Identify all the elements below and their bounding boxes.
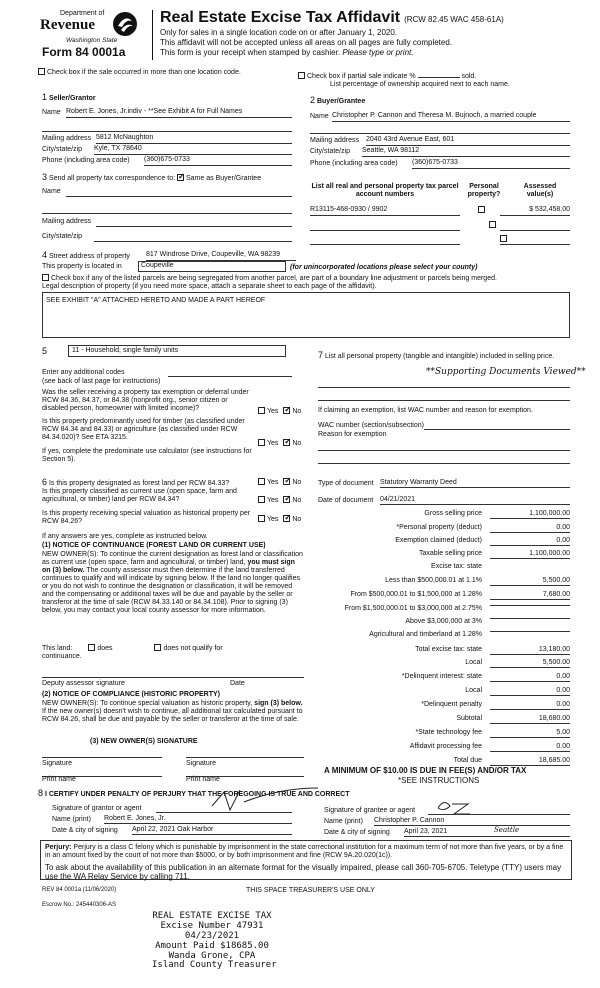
form-title: Real Estate Excise Tax Affidavit [160,9,401,26]
correspondence-label: Send all property tax correspondence to: [48,175,176,182]
same-as-buyer-checkbox[interactable] [177,174,184,181]
form-title-row [160,9,504,27]
corr-addr-field[interactable] [96,217,292,227]
located-select[interactable] [138,261,286,272]
treasurer-stamp [152,911,277,971]
assessed-1-field[interactable] [500,206,570,216]
personal-1-checkbox[interactable] [478,206,485,213]
form-number: Form 84 0001a [42,45,126,59]
buyer-addr-field[interactable] [366,136,570,146]
notice1-body [42,551,304,615]
notice2-title: (2) NOTICE OF COMPLIANCE (HISTORIC PROPERTY) [42,691,220,698]
seller-phone-field[interactable] [144,156,292,166]
s5-q2-yes-label: Yes [267,440,279,447]
additional-codes-field[interactable] [168,368,292,377]
minimum-due-note: A MINIMUM OF $10.00 IS DUE IN FEE(S) AND/OR TAX [324,766,527,775]
dept-line2: Revenue [40,17,95,33]
personal-property-line2[interactable] [318,393,570,401]
reason-line1[interactable] [318,443,570,451]
grantor-date-field[interactable] [132,826,292,835]
notice2-body-a: NEW OWNER(S): To continue special valuation as historic property, [42,700,253,707]
tax-row-value[interactable]: 1,100,000.00 [490,510,570,519]
stamp-line: REAL ESTATE EXCISE TAX [152,911,272,921]
s6-if-yes: If any answers are yes, complete as instructed below. [42,533,208,540]
partial-sale-label: Check box if partial sale indicate % [307,73,416,80]
reason-label: Reason for exemption [318,431,387,438]
corr-name-field[interactable] [66,187,292,197]
grantee-date-field[interactable] [404,828,570,837]
section-7-number: 7 [318,350,324,360]
parcel-3-field[interactable] [310,235,460,245]
grantor-name-field[interactable] [104,815,292,824]
legal-description-value: SEE EXHIBIT "A" ATTACHED HERETO AND MADE A PART HEREOF [46,297,266,304]
owner1-signature-label: Signature [42,760,72,767]
see-instructions-note: *SEE INSTRUCTIONS [398,776,480,785]
seller-name-extra-line[interactable] [42,124,292,132]
grantee-sig-label: Signature of grantee or agent [324,807,416,814]
buyer-name-extra-line[interactable] [310,126,570,134]
parcel-2-field[interactable] [310,221,460,231]
notice2-bold: sign (3) below. [254,700,303,707]
seller-phone-label: Phone (including area code) [42,157,130,164]
notice1-bold: you must sign on (3) below. [42,559,295,575]
sold-label: sold. [461,73,477,80]
s5-q2-answers [258,439,301,448]
grantor-date-label: Date & city of signing [52,827,118,834]
street-field[interactable] [146,251,296,261]
buyer-addr-label: Mailing address [310,137,360,144]
tax-row-value[interactable] [490,605,570,606]
located-value: Coupeville [141,262,174,269]
section-1-number: 1 [42,92,48,102]
notice1-body-b: The county assessor must then determine if the land transferred continues to qualify and will indicate by signing below. If the land no longer qualifies or you do not wish to continue the designation or classification, it will be removed and the compensating or additional taxes will be due and payable by the seller or transferor at the time of sale (RCW 84.33.140 or 84.34.108). Prior to signing (3) below, you may contact your local county assessor for more information. [42,567,300,615]
s5-q1-answers [258,407,301,416]
stamp-line: Amount Paid $18685.00 [155,940,269,951]
grantor-date-value: April 22, 2021 Oak Harbor [132,826,214,833]
buyer-addr-value: 2040 43rd Avenue East, 601 [366,136,455,143]
use-code-value: 11 - Household, single family units [72,347,179,354]
doc-date-field[interactable] [380,496,570,505]
stamp-line: Island County Treasurer [152,960,277,971]
s6-q1-answers [258,478,301,487]
dept-line3: Washington State [66,37,118,44]
tax-row-value[interactable]: 0.00 [490,743,570,752]
list-pct-label: List percentage of ownership acquired next to each name. [330,81,510,88]
reason-line2[interactable] [318,456,570,464]
personal-property-line1[interactable] [318,380,570,388]
s6-q2: Is this property classified as current use (open space, farm and agricultural, or timber) land per RCW 84.34? [42,488,237,504]
deputy-signature-label: Deputy assessor signature [42,680,125,687]
assessed-1-value: $ 532,458.00 [529,206,570,213]
seller-heading-row [42,92,96,103]
deputy-signature-line[interactable] [42,669,304,678]
segregated-checkbox[interactable] [42,274,49,281]
supporting-docs-note: **Supporting Documents Viewed** [426,367,586,377]
header-note3-row [160,48,413,57]
this-land-label: This land: [42,645,73,652]
s5-q1-yes-checkbox[interactable] [258,407,265,414]
s5-q2-no-label: No [292,440,302,447]
doc-type-field[interactable] [380,479,570,488]
section-6-number: 6 [42,477,48,487]
does-not-label: does not qualify for [163,645,223,652]
correspondence-row [42,172,261,183]
street-row [42,250,130,261]
street-value: 817 Windrose Drive, Coupeville, WA 98239 [146,251,280,258]
does-checkbox[interactable] [88,644,95,651]
tax-row-value[interactable]: 5,500.00 [490,659,570,668]
owner2-signature-label: Signature [186,760,216,767]
buyer-heading: Buyer/Grantee [316,98,366,105]
corr-name-label: Name [42,188,61,195]
grantee-name-value: Christopher P. Cannon [374,817,445,824]
header-note3: This form is your receipt when stamped by cashier. [160,48,341,57]
tax-row-label: Excise tax: state [431,563,482,570]
grantee-sig-line[interactable] [428,806,570,815]
tax-row-label: From $1,500,000.01 to $3,000,000 at 2.75% [344,605,482,612]
multi-location-label: Check box if the sale occurred in more than one location code. [47,69,241,76]
exemption-label: If claiming an exemption, list WAC number and reason for exemption. [318,407,533,414]
header-note2: This affidavit will not be accepted unless all areas on all pages are fully completed. [160,38,453,47]
assessed-2-field[interactable] [500,221,570,231]
wac-label: WAC number (section/subsection) [318,422,424,429]
notice1-title: (1) NOTICE OF CONTINUANCE (FOREST LAND OR CURRENT USE) [42,542,266,549]
notice1-body-a: NEW OWNER(S): To continue the current designation as forest land or classification as current use (open space, farm and agricultural, or timber) land, [42,551,303,567]
s5-q2-note: If yes, complete the predominate use calculator (see instructions for Section 5). [42,448,252,464]
seller-name-label: Name [42,109,61,116]
tax-row-value[interactable]: 0.00 [490,701,570,710]
parcel-col-header: List all real and personal property tax parcel account numbers [311,183,459,199]
s6-q2-yes-checkbox[interactable] [258,496,265,503]
s6-q1-row [42,477,229,488]
does-label: does [97,645,113,652]
see-back-label: (see back of last page for instructions) [42,378,161,385]
stamp-line: Excise Number 47931 [160,920,264,931]
grantor-name-value: Robert E. Jones, Jr. [104,815,166,822]
tax-row-label: Local [465,659,482,666]
notice2-body-b: If the new owner(s) doesn't wish to continue, all additional tax calculated pursuant to RCW 84.26, shall be due and payable by the seller or transferor at the time of sale. [42,708,303,724]
tax-row-value[interactable]: 7,680.00 [490,591,570,600]
tax-row-label: *Delinquent penalty [421,701,482,708]
seller-name-field[interactable] [66,108,292,118]
tax-row-label: Affidavit processing fee [409,743,482,750]
buyer-name-value: Christopher P. Cannon and Theresa M. Bujnoch, a married couple [332,112,537,119]
this-land-row [42,644,223,653]
header-note3b: Please type or print. [342,48,414,57]
grantee-city-value: Seattle [494,826,520,834]
seller-addr-value: 5812 McNaughton [96,134,154,141]
s6-q2-answers [258,496,301,505]
personal-2-checkbox[interactable] [489,221,496,228]
unincorporated-note: (for unincorporated locations please select your county) [290,264,478,271]
grantee-name-field[interactable] [374,817,570,826]
seller-city-value: Kyle, TX 78640 [94,145,142,152]
corr-city-label: City/state/zip [42,233,83,240]
doc-type-label: Type of document [318,480,374,487]
grantor-sig-label: Signature of grantor or agent [52,805,142,812]
s5-q1-no-checkbox[interactable] [283,407,290,414]
tax-row-label: From $500,000.01 to $1,500,000 at 1.28% [350,591,482,598]
tax-row-label: Gross selling price [424,510,482,517]
doc-date-value: 04/21/2021 [380,496,416,503]
tax-row-value[interactable] [490,618,570,619]
tax-row-value[interactable]: 0.00 [490,537,570,546]
s5-q2: Is this property predominantly used for timber (as classified under RCW 84.34 and 84.33) or agriculture (as classified under RCW 84.34.020)? See ETA 3215. [42,418,245,442]
tax-row-value[interactable]: 1,100,000.00 [490,550,570,559]
s6-q2-no-label: No [292,497,302,504]
tax-row-label: Total excise tax: state [415,646,482,653]
dept-line1: Department of [60,10,105,17]
grantor-sig-line[interactable] [156,804,292,813]
s6-q1-yes-label: Yes [267,479,279,486]
use-code-select[interactable] [68,345,286,357]
doc-type-value: Statutory Warranty Deed [380,479,457,486]
owner1-signature-line[interactable] [42,749,162,758]
stamp-line: 04/23/2021 [184,930,240,941]
s5-q1-no-label: No [292,408,302,415]
grantee-date-value: April 23, 2021 [404,828,448,835]
legal-description-box[interactable] [42,292,570,338]
segregated-row [42,274,497,283]
s6-q1-no-checkbox[interactable] [283,478,290,485]
buyer-phone-field[interactable] [412,159,570,169]
s5-q1-yes-label: Yes [267,408,279,415]
parcel-1-value: R13115-468-0930 / 9902 [310,206,388,213]
parcel-1-field[interactable] [310,206,460,216]
wac-field[interactable] [424,421,570,430]
tax-row-label: Exemption claimed (deduct) [395,537,482,544]
seller-addr-label: Mailing address [42,135,92,142]
escrow-label: Escrow No.: 245440306-AS [42,902,117,908]
tax-row-label: Local [465,687,482,694]
segregated-label: Check box if any of the listed parcels are being segregated from another parcel, are part of a boundary line adjustment or parcels being merged. [51,275,497,282]
grantee-name-label: Name (print) [324,818,363,825]
s6-q1-no-label: No [292,479,302,486]
tax-row-value[interactable]: 0.00 [490,524,570,533]
owner2-printname-label: Print name [186,776,220,783]
section-7-row [318,350,574,361]
seller-city-field[interactable] [94,145,292,155]
buyer-city-label: City/state/zip [310,148,351,155]
s6-q3-yes-label: Yes [267,516,279,523]
stamp-line: Wanda Grone, CPA [168,950,256,961]
buyer-name-label: Name [310,113,329,120]
buyer-phone-value: (360)675-0733 [412,159,458,166]
s6-q1: Is this property designated as forest land per RCW 84.33? [48,480,230,487]
section-4-number: 4 [42,250,48,260]
grantor-name-label: Name (print) [52,816,91,823]
same-as-buyer-label: Same as Buyer/Grantee [186,175,262,182]
tax-row-label: Subtotal [456,715,482,722]
personal-col-header: Personal property? [467,183,501,199]
multi-location-checkbox[interactable] [38,68,45,75]
section-5-number: 5 [42,346,48,356]
seller-heading: Seller/Grantor [48,95,96,102]
tax-row-value[interactable]: 0.00 [490,687,570,696]
new-owner-signature-heading: (3) NEW OWNER(S) SIGNATURE [90,738,198,745]
form-rcw: (RCW 82.45 WAC 458-61A) [404,15,504,24]
does-not-checkbox[interactable] [154,644,161,651]
tax-row-label: *State technology fee [415,729,482,736]
buyer-name-field[interactable] [332,112,570,122]
seller-addr-field[interactable] [96,134,292,144]
buyer-city-value: Seattle, WA 98112 [362,147,420,154]
corr-addr-label: Mailing address [42,218,92,225]
tax-row-label: Total due [453,757,482,764]
additional-codes-label: Enter any additional codes [42,369,125,376]
partial-sale-row [298,71,476,81]
tax-row-value[interactable]: 0.00 [490,673,570,682]
tax-row-label: Less than $500,000.01 at 1.1% [385,577,482,584]
street-label: Street address of property [48,253,130,260]
s5-q2-no-checkbox[interactable] [283,439,290,446]
s6-q3: Is this property receiving special valuation as historical property per RCW 84.26? [42,510,251,526]
s6-q3-yes-checkbox[interactable] [258,515,265,522]
tax-row-value[interactable]: 18,680.00 [490,715,570,724]
header-note1: Only for sales in a single location code on or after January 1, 2020. [160,28,398,37]
partial-sale-pct-field[interactable] [418,71,460,78]
tax-row-label: *Delinquent interest: state [401,673,482,680]
tax-row-value[interactable]: 5,500.00 [490,577,570,586]
tax-row-value[interactable] [490,631,570,632]
grantee-date-label: Date & city of signing [324,829,390,836]
buyer-phone-label: Phone (including area code) [310,160,398,167]
tax-row-value[interactable]: 18,685.00 [490,757,570,766]
dept-logo [40,10,150,60]
seller-name-value: Robert E. Jones, Jr.indiv - **See Exhibit A for Full Names [66,108,243,115]
s6-q1-yes-checkbox[interactable] [258,478,265,485]
buyer-heading-row [310,95,365,106]
s6-q3-no-label: No [292,516,302,523]
continuance-label: continuance. [42,653,82,660]
assessed-3-field[interactable] [500,235,570,245]
s6-q2-yes-label: Yes [267,497,279,504]
revenue-swirl-icon [112,11,138,37]
seller-phone-value: (360)675-0733 [144,156,190,163]
notice2-body [42,700,304,724]
alt-format-text: To ask about the availability of this publication in an alternate format for the visually impaired, please call 360-705-6705. Teletype (TTY) users may use the WA Relay Service by calling 711. [45,863,562,882]
buyer-city-field[interactable] [362,147,570,157]
corr-city-field[interactable] [94,232,292,242]
rev-label: REV 84 0001a (11/06/2020) [42,887,117,893]
perjury-text [45,844,567,860]
s6-q2-no-checkbox[interactable] [283,496,290,503]
tax-row-value[interactable]: 13,180.00 [490,646,570,655]
tax-row-label: Taxable selling price [418,550,482,557]
tax-row-label: *Personal property (deduct) [396,524,482,531]
seller-city-label: City/state/zip [42,146,83,153]
section-8-number: 8 [38,788,44,798]
tax-row-label: Agricultural and timberland at 1.28% [369,631,482,638]
doc-date-label: Date of document [318,497,374,504]
tax-row-value[interactable]: 5.00 [490,729,570,738]
corr-name-extra-line[interactable] [42,206,292,214]
personal-property-label: List all personal property (tangible and intangible) included in selling price. [324,353,555,360]
perjury-box [40,840,572,880]
deputy-date-label: Date [230,680,245,687]
s5-q1: Was the seller receiving a property tax exemption or deferral under RCW 84.36, 84.37, or 84.38 (nonprofit org., senior citizen or disabled person, homeowner with limited income)? [42,389,249,413]
owner1-printname-label: Print name [42,776,76,783]
s5-q2-yes-checkbox[interactable] [258,439,265,446]
perjury-body: Perjury is a class C felony which is punishable by imprisonment in the state correctional institution for a maximum term of not more than five years, or by a fine in an amount fixed by the court of not more than $5000, or by both imprisonment and fine (RCW 9A.20.020(1c)). [45,844,564,860]
header-divider [152,10,153,60]
perjury-bold: Perjury: [45,844,72,851]
located-label: This property is located in [42,263,122,270]
tax-row-label: Above $3,000,000 at 3% [405,618,482,625]
treasurer-space-label: THIS SPACE TREASURER'S USE ONLY [246,887,375,894]
partial-sale-checkbox[interactable] [298,72,305,79]
section-2-number: 2 [310,95,316,105]
certify-label: I CERTIFY UNDER PENALTY OF PERJURY THAT THE FOREGOING IS TRUE AND CORRECT [44,791,350,798]
section-3-number: 3 [42,172,48,182]
legal-label: Legal description of property (if you need more space, attach a separate sheet to each page of the affidavit). [42,283,377,290]
multi-location-row [38,68,241,77]
assessed-col-header: Assessed value(s) [523,183,557,199]
